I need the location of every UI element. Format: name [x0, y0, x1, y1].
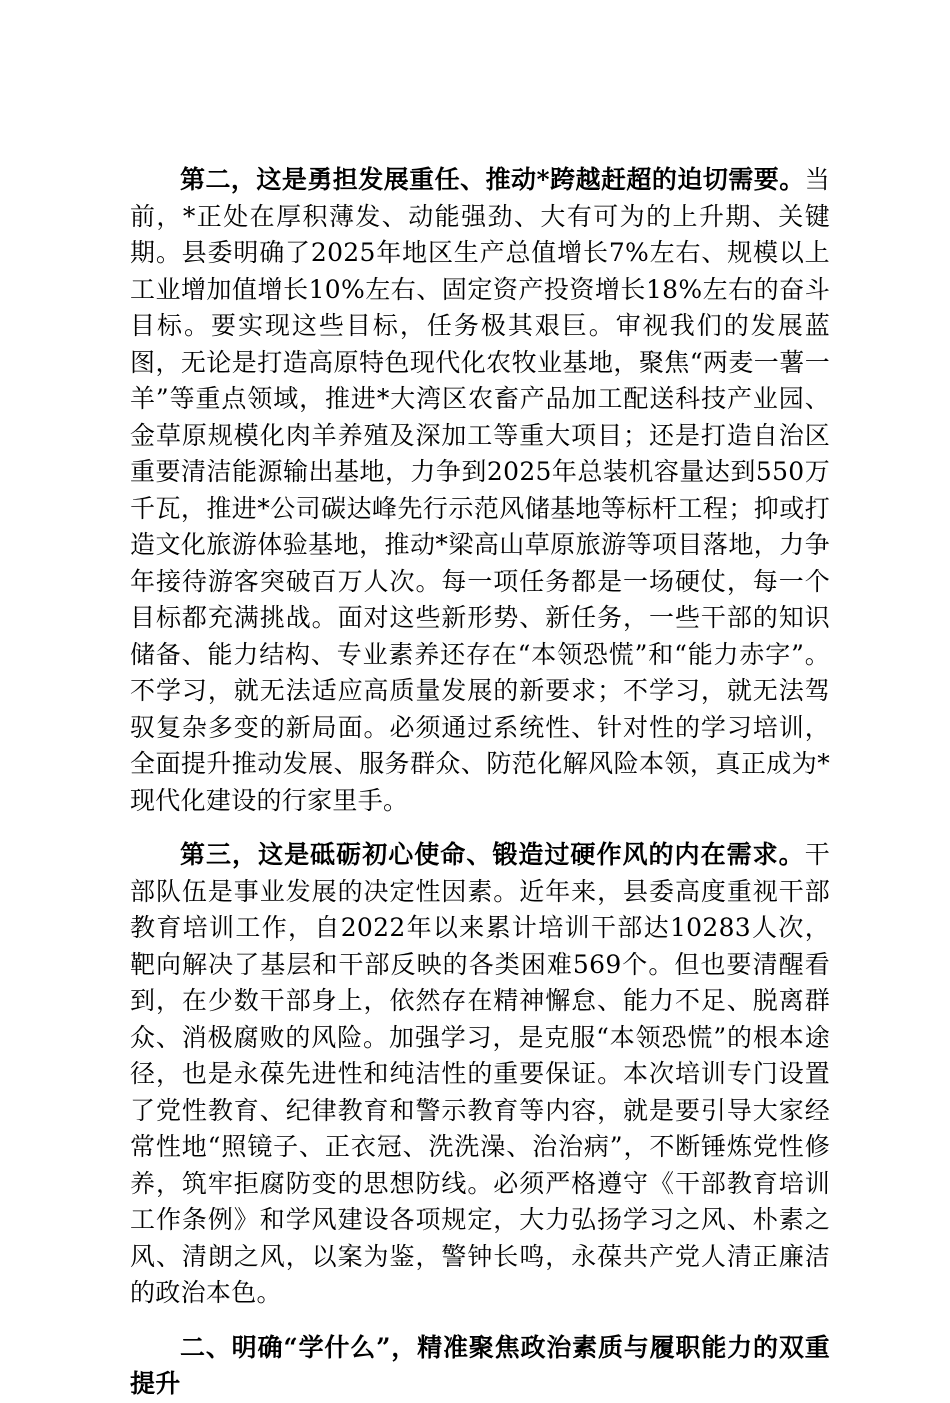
- paragraph-second-point: [130, 162, 830, 819]
- section-heading: 二、明确“学什么”，精准聚焦政治素质与履职能力的双重提升: [130, 1332, 830, 1398]
- paragraph-body-text: 当前，*正处在厚积薄发、动能强劲、大有可为的上升期、关键期。县委明确了2025年地区生产总值增长7%左右、规模以上工业增加值增长10%左右、固定资产投资增长18%左右的奋斗目标。要实现这些目标，任务极其艰巨。审视我们的发展蓝图，无论是打造高原特色现代化农牧业基地，聚焦“两麦一薯一羊”等重点领域，推进*大湾区农畜产品加工配送科技产业园、金草原规模化肉羊养殖及深加工等重大项目；还是打造自治区重要清洁能源输出基地，力争到2025年总装机容量达到550万千瓦，推进*公司碳达峰先行示范风储基地等标杆工程；抑或打造文化旅游体验基地，推动*梁高山草原旅游等项目落地，力争年接待游客突破百万人次。每一项任务都是一场硬仗，每一个目标都充满挑战。面对这些新形势、新任务，一些干部的知识储备、能力结构、专业素养还存在“本领恐慌”和“能力赤字”。不学习，就无法适应高质量发展的新要求；不学习，就无法驾驭复杂多变的新局面。必须通过系统性、针对性的学习培训，全面提升推动发展、服务群众、防范化解风险本领，真正成为*现代化建设的行家里手。: [130, 165, 830, 815]
- document-page: [130, 162, 830, 1403]
- paragraph-body-text: 干部队伍是事业发展的决定性因素。近年来，县委高度重视干部教育培训工作，自2022年以来累计培训干部达10283人次，靶向解决了基层和干部反映的各类困难569个。但也要清醒看到，在少数干部身上，依然存在精神懈怠、能力不足、脱离群众、消极腐败的风险。加强学习，是克服“本领恐慌”的根本途径，也是永葆先进性和纯洁性的重要保证。本次培训专门设置了党性教育、纪律教育和警示教育等内容，就是要引导大家经常性地“照镜子、正衣冠、洗洗澡、治治病”，不断锤炼党性修养，筑牢拒腐防变的思想防线。必须严格遵守《干部教育培训工作条例》和学风建设各项规定，大力弘扬学习之风、朴素之风、清朗之风，以案为鉴，警钟长鸣，永葆共产党人清正廉洁的政治本色。: [130, 840, 830, 1307]
- paragraph-lead-sentence: 第二，这是勇担发展重任、推动*跨越赶超的迫切需要。: [180, 165, 805, 194]
- paragraph-third-point: [130, 837, 830, 1312]
- paragraph-lead-sentence: 第三，这是砥砺初心使命、锻造过硬作风的内在需求。: [180, 840, 805, 869]
